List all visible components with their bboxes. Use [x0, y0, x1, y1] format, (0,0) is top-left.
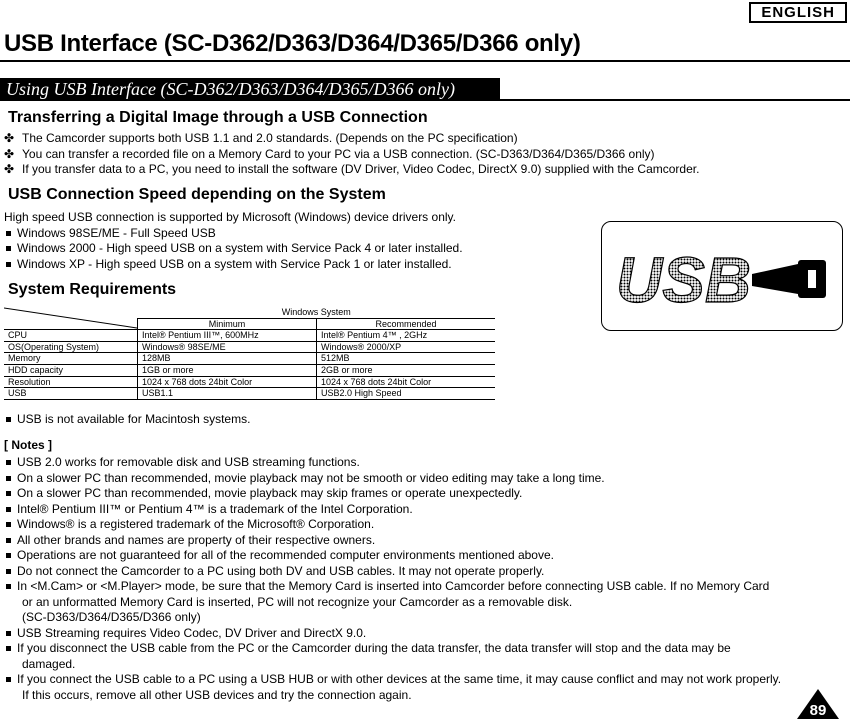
language-tab: ENGLISH: [749, 2, 847, 23]
note-text: All other brands and names are property of their respective owners.: [17, 532, 376, 547]
notes-heading: [ Notes ]: [4, 438, 52, 452]
row-label: OS(Operating System): [4, 341, 138, 353]
cell-min: 1GB or more: [138, 364, 317, 376]
row-label: Memory: [4, 353, 138, 365]
note-item: [4, 533, 781, 549]
col-minimum: Minimum: [138, 318, 317, 330]
row-label: USB: [4, 388, 138, 400]
square-bullet-icon: [6, 417, 11, 422]
square-bullet-icon: [6, 569, 11, 574]
mac-note: USB is not available for Macintosh systems.: [4, 412, 250, 428]
transfer-item: ✤ You can transfer a recorded file on a Memory Card to your PC via a USB connection. (SC-D363/D364/D365/D366 only): [4, 146, 655, 161]
note-item: [4, 626, 781, 642]
page-number-badge: [796, 688, 840, 720]
title-rule: [0, 60, 850, 62]
square-bullet-icon: [6, 553, 11, 558]
indent: [4, 595, 22, 611]
note-item: [4, 657, 781, 673]
note-text: (SC-D363/D364/D365/D366 only): [22, 610, 201, 624]
note-item: [4, 688, 781, 704]
table-row: [4, 330, 495, 342]
row-label: Resolution: [4, 376, 138, 388]
note-item: [4, 672, 781, 688]
cell-min: Intel® Pentium III™, 600MHz: [138, 330, 317, 342]
cell-rec: 512MB: [317, 353, 496, 365]
section-bar: Using USB Interface (SC-D362/D363/D364/D365/D366 only): [0, 78, 500, 100]
cell-min: Windows® 98SE/ME: [138, 341, 317, 353]
transfer-item: ✤ The Camcorder supports both USB 1.1 and 2.0 standards. (Depends on the PC specification): [4, 131, 518, 145]
note-text: damaged.: [22, 656, 76, 671]
transfer-item: ✤ If you transfer data to a PC, you need to install the software (DV Driver, Video Codec, DirectX 9.0) supplied with the Camcorder.: [4, 162, 700, 176]
table-row: [4, 364, 495, 376]
note-text: Windows® is a registered trademark of the Microsoft® Corporation.: [17, 517, 375, 531]
note-text: Operations are not guaranteed for all of the recommended computer environments mentioned above.: [17, 548, 554, 562]
indent: [4, 657, 22, 673]
row-label: HDD capacity: [4, 364, 138, 376]
notes-list: [4, 455, 781, 703]
transfer-heading: Transferring a Digital Image through a USB Connection: [8, 109, 428, 126]
requirements-heading: System Requirements: [8, 281, 177, 298]
usb-logo-graphic: [602, 222, 842, 330]
speed-heading: USB Connection Speed depending on the System: [8, 186, 386, 203]
note-text: USB Streaming requires Video Codec, DV Driver and DirectX 9.0.: [17, 625, 367, 640]
note-item: [4, 595, 781, 611]
square-bullet-icon: [6, 507, 11, 512]
note-item: [4, 641, 781, 657]
cell-min: 128MB: [138, 353, 317, 365]
square-bullet-icon: [6, 538, 11, 543]
row-label: CPU: [4, 330, 138, 342]
note-text: If you connect the USB cable to a PC using a USB HUB or with other devices at the same time, it may cause conflict and may not work properly.: [17, 672, 782, 686]
speed-item: Windows 2000 - High speed USB on a system with Service Pack 4 or later installed.: [4, 241, 463, 257]
note-item: [4, 610, 781, 626]
page-number: 89: [809, 702, 827, 719]
table-row: [4, 376, 495, 388]
cell-rec: 1024 x 768 dots 24bit Color: [317, 376, 496, 388]
square-bullet-icon: [6, 584, 11, 589]
square-bullet-icon: [6, 476, 11, 481]
square-bullet-icon: [6, 460, 11, 465]
indent: [4, 610, 22, 626]
note-text: On a slower PC than recommended, movie playback may not be smooth or video editing may take a long time.: [17, 470, 605, 485]
square-bullet-icon: [6, 231, 11, 236]
indent: [4, 688, 22, 704]
speed-item: Windows XP - High speed USB on a system with Service Pack 1 or later installed.: [4, 257, 463, 273]
note-text: On a slower PC than recommended, movie playback may skip frames or operate unexpectedly.: [17, 486, 523, 500]
cell-rec: Windows® 2000/XP: [317, 341, 496, 353]
section-rule: [0, 99, 850, 101]
note-text: Do not connect the Camcorder to a PC using both DV and USB cables. It may not operate properly.: [17, 563, 545, 578]
speed-intro: High speed USB connection is supported by Microsoft (Windows) device drivers only.: [4, 210, 456, 224]
square-bullet-icon: [6, 677, 11, 682]
table-row: [4, 353, 495, 365]
note-item: [4, 579, 781, 595]
speed-list: [4, 210, 463, 272]
note-text: or an unformatted Memory Card is inserted, PC will not recognize your Camcorder as a removable disk.: [22, 594, 573, 609]
note-text: USB 2.0 works for removable disk and USB streaming functions.: [17, 455, 360, 469]
note-text: In <M.Cam> or <M.Player> mode, be sure that the Memory Card is inserted into Camcorder before connecting USB cable. If no Memory Card: [17, 579, 770, 593]
table-header-row: [4, 307, 495, 318]
table-row: [4, 388, 495, 400]
note-text: If you disconnect the USB cable from the PC or the Camcorder during the data transfer, the data transfer will stop and the data may be: [17, 641, 731, 655]
note-item: [4, 455, 781, 471]
square-bullet-icon: [6, 262, 11, 267]
cell-rec: USB2.0 High Speed: [317, 388, 496, 400]
speed-item: Windows 98SE/ME - Full Speed USB: [4, 226, 463, 242]
square-bullet-icon: [6, 631, 11, 636]
note-item: [4, 471, 781, 487]
cross-bullet-icon: ✤: [4, 146, 15, 161]
square-bullet-icon: [6, 522, 11, 527]
cell-min: USB1.1: [138, 388, 317, 400]
transfer-list: [4, 131, 699, 178]
usb-plug-icon: [752, 260, 826, 298]
cross-bullet-icon: ✤: [4, 131, 15, 145]
note-text: Intel® Pentium III™ or Pentium 4™ is a trademark of the Intel Corporation.: [17, 501, 413, 516]
cell-rec: 2GB or more: [317, 364, 496, 376]
square-bullet-icon: [6, 491, 11, 496]
note-item: [4, 548, 781, 564]
system-requirements-table: [4, 307, 495, 400]
note-text: If this occurs, remove all other USB devices and try the connection again.: [22, 687, 412, 702]
col-recommended: Recommended: [317, 318, 496, 330]
diagonal-line: [4, 307, 137, 329]
square-bullet-icon: [6, 646, 11, 651]
table-row: [4, 341, 495, 353]
cross-bullet-icon: ✤: [4, 162, 15, 176]
page-title: USB Interface (SC-D362/D363/D364/D365/D366 only): [4, 30, 581, 57]
note-item: [4, 564, 781, 580]
usb-logo: [601, 221, 843, 331]
group-header: Windows System: [138, 307, 496, 318]
square-bullet-icon: [6, 246, 11, 251]
cell-rec: Intel® Pentium 4™ , 2GHz: [317, 330, 496, 342]
diagonal-header-cell: [4, 307, 138, 330]
usb-logo-text: USB: [616, 244, 752, 316]
note-item: [4, 502, 781, 518]
note-item: [4, 486, 781, 502]
note-item: [4, 517, 781, 533]
cell-min: 1024 x 768 dots 24bit Color: [138, 376, 317, 388]
